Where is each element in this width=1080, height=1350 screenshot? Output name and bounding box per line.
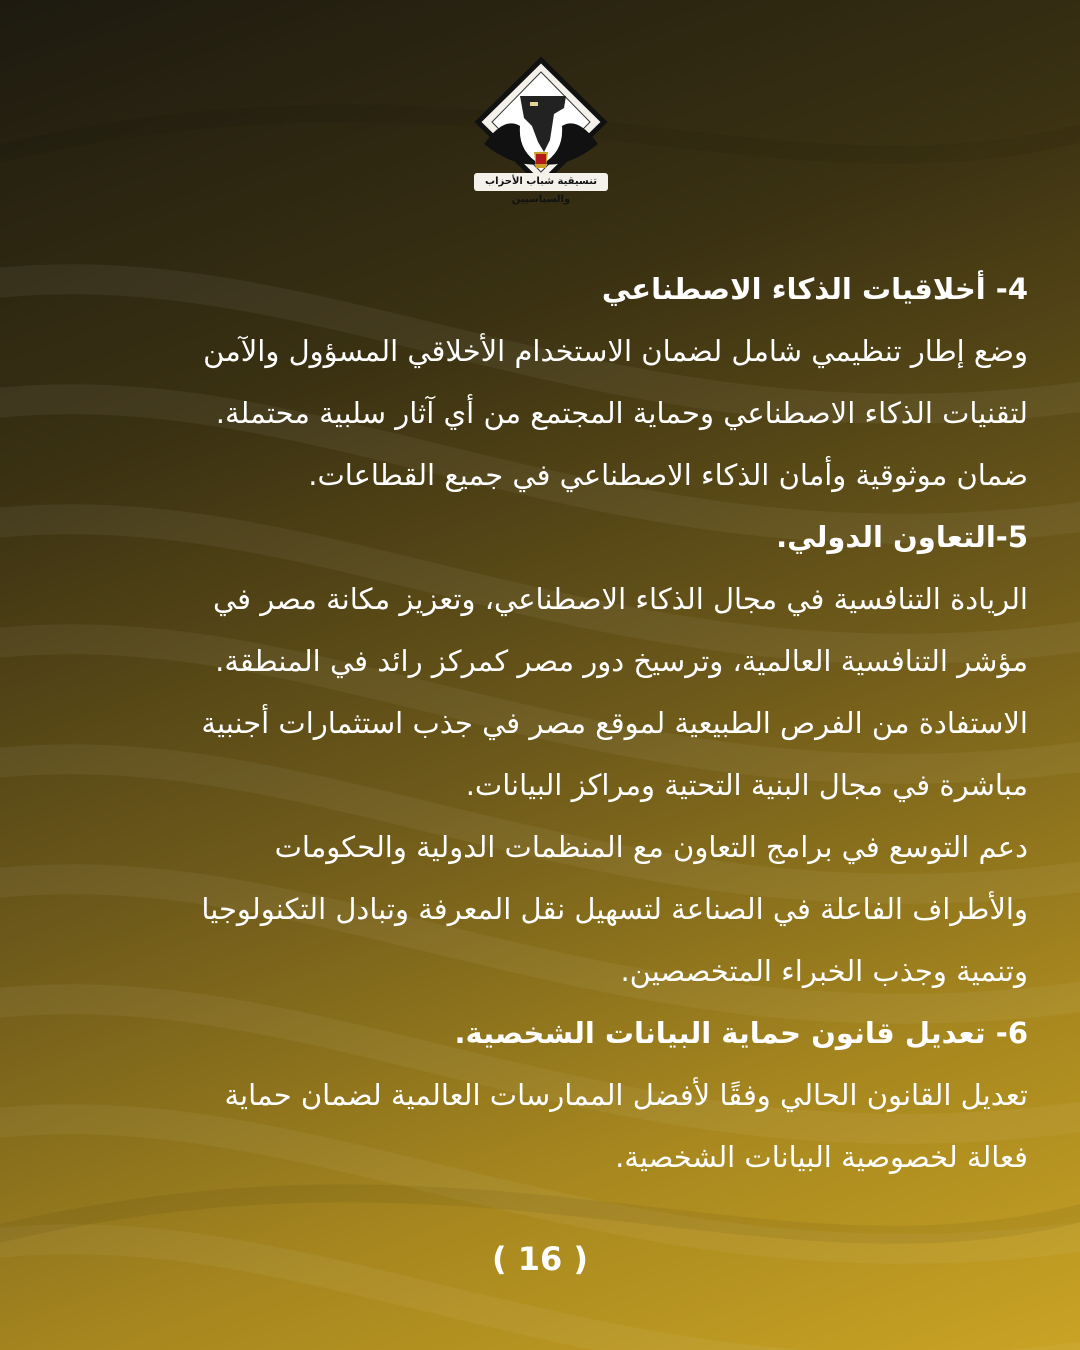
paragraph-line: وضع إطار تنظيمي شامل لضمان الاستخدام الأخلاقي المسؤول والآمن xyxy=(203,334,1028,368)
paragraph-line: الريادة التنافسية في مجال الذكاء الاصطناعي، وتعزيز مكانة مصر في xyxy=(212,582,1028,616)
paragraph-line: دعم التوسع في برامج التعاون مع المنظمات الدولية والحكومات xyxy=(274,830,1028,864)
paragraph-line: مباشرة في مجال البنية التحتية ومراكز البيانات. xyxy=(465,768,1028,802)
paragraph-line: لتقنيات الذكاء الاصطناعي وحماية المجتمع من أي آثار سلبية محتملة. xyxy=(215,396,1028,430)
paragraph-line: تعديل القانون الحالي وفقًا لأفضل الممارسات العالمية لضمان حماية xyxy=(224,1078,1028,1112)
paragraph-line: الاستفادة من الفرص الطبيعية لموقع مصر في جذب استثمارات أجنبية xyxy=(201,706,1028,740)
paragraph-line: والأطراف الفاعلة في الصناعة لتسهيل نقل المعرفة وتبادل التكنولوجيا xyxy=(201,892,1028,926)
logo-caption: تنسيقية شباب الأحزاب والسياسيين xyxy=(474,173,608,191)
section-heading: 6- تعديل قانون حماية البيانات الشخصية. xyxy=(454,1016,1028,1050)
paragraph-line: فعالة لخصوصية البيانات الشخصية. xyxy=(615,1140,1028,1174)
paragraph-line: مؤشر التنافسية العالمية، وترسيخ دور مصر كمركز رائد في المنطقة. xyxy=(215,644,1028,678)
document-body xyxy=(130,258,1028,1188)
page-number: ( 16 ) xyxy=(491,1240,589,1278)
section-heading: 4- أخلاقيات الذكاء الاصطناعي xyxy=(601,272,1028,306)
paragraph-line: وتنمية وجذب الخبراء المتخصصين. xyxy=(620,954,1028,988)
section-heading: 5-التعاون الدولي. xyxy=(776,520,1028,554)
paragraph-line: ضمان موثوقية وأمان الذكاء الاصطناعي في جميع القطاعات. xyxy=(308,458,1028,492)
